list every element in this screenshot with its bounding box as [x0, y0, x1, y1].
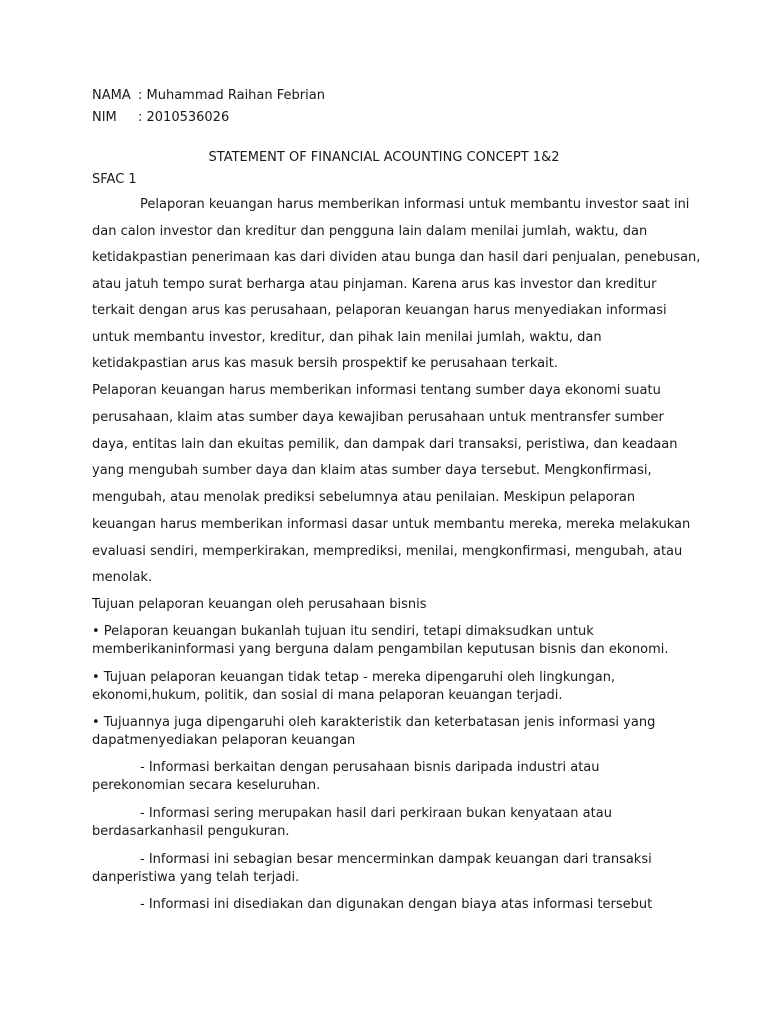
section-label: SFAC 1 [92, 172, 137, 187]
name-line [92, 88, 325, 103]
sub-item-line: perekonomian secara keseluruhan. [92, 778, 321, 793]
paragraph2-line: daya, entitas lain dan ekuitas pemilik, dan dampak dari transaksi, peristiwa, dan keadaan [92, 437, 678, 452]
document-title: STATEMENT OF FINANCIAL ACOUNTING CONCEPT 1&2 [208, 150, 560, 165]
bullet-line: • Tujuannya juga dipengaruhi oleh karakteristik dan keterbatasan jenis informasi yang [92, 715, 656, 730]
name-value: : Muhammad Raihan Febrian [138, 88, 325, 103]
sub-item-line: - Informasi berkaitan dengan perusahaan bisnis daripada industri atau [140, 760, 600, 775]
paragraph1-line: Pelaporan keuangan harus memberikan informasi untuk membantu investor saat ini [140, 197, 690, 212]
paragraph2-line: mengubah, atau menolak prediksi sebelumnya atau penilaian. Meskipun pelaporan [92, 490, 636, 505]
paragraph1-line: ketidakpastian penerimaan kas dari dividen atau bunga dan hasil dari penjualan, penebusan, [92, 250, 701, 265]
nim-value: : 2010536026 [138, 110, 230, 125]
sub-item-line: - Informasi sering merupakan hasil dari perkiraan bukan kenyataan atau [140, 806, 612, 821]
bullet-line: • Pelaporan keuangan bukanlah tujuan itu sendiri, tetapi dimaksudkan untuk [92, 624, 594, 639]
bullet-line: dapatmenyediakan pelaporan keuangan [92, 733, 356, 748]
paragraph1-line: dan calon investor dan kreditur dan pengguna lain dalam menilai jumlah, waktu, dan [92, 224, 648, 239]
paragraph2-line: perusahaan, klaim atas sumber daya kewajiban perusahaan untuk mentransfer sumber [92, 410, 664, 425]
sub-item-line: danperistiwa yang telah terjadi. [92, 870, 300, 885]
bullet-line: ekonomi,hukum, politik, dan sosial di mana pelaporan keuangan terjadi. [92, 688, 563, 703]
paragraph2-line: yang mengubah sumber daya dan klaim atas sumber daya tersebut. Mengkonfirmasi, [92, 463, 652, 478]
sub-item-line: - Informasi ini disediakan dan digunakan dengan biaya atas informasi tersebut [140, 897, 653, 912]
name-label: NAMA [92, 88, 131, 103]
bullet-line: memberikaninformasi yang berguna dalam pengambilan keputusan bisnis dan ekonomi. [92, 642, 669, 657]
paragraph2-line: Pelaporan keuangan harus memberikan informasi tentang sumber daya ekonomi suatu [92, 383, 661, 398]
subheading: Tujuan pelaporan keuangan oleh perusahaan bisnis [92, 597, 427, 612]
paragraph1-line: ketidakpastian arus kas masuk bersih prospektif ke perusahaan terkait. [92, 356, 558, 371]
paragraph2-line: keuangan harus memberikan informasi dasar untuk membantu mereka, mereka melakukan [92, 517, 691, 532]
paragraph2-line: evaluasi sendiri, memperkirakan, memprediksi, menilai, mengkonfirmasi, mengubah, atau [92, 544, 683, 559]
nim-label: NIM [92, 110, 117, 125]
sub-item-line: berdasarkanhasil pengukuran. [92, 824, 290, 839]
nim-line [92, 110, 229, 125]
paragraph2-line: menolak. [92, 570, 153, 585]
sub-item-line: - Informasi ini sebagian besar mencerminkan dampak keuangan dari transaksi [140, 852, 652, 867]
bullet-line: • Tujuan pelaporan keuangan tidak tetap - mereka dipengaruhi oleh lingkungan, [92, 670, 616, 685]
paragraph1-line: atau jatuh tempo surat berharga atau pinjaman. Karena arus kas investor dan kreditur [92, 277, 657, 292]
paragraph1-line: untuk membantu investor, kreditur, dan pihak lain menilai jumlah, waktu, dan [92, 330, 602, 345]
paragraph1-line: terkait dengan arus kas perusahaan, pelaporan keuangan harus menyediakan informasi [92, 303, 667, 318]
